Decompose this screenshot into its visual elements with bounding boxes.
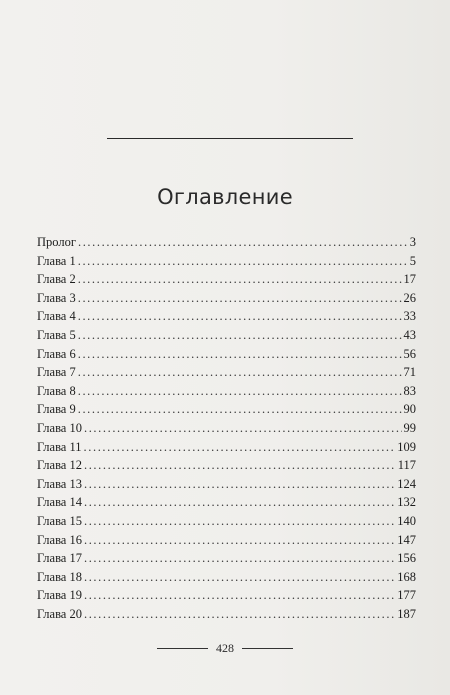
footer-rule-left xyxy=(157,648,208,649)
toc-entry-title: Глава 16 xyxy=(37,532,82,547)
toc-entry-page: 33 xyxy=(403,309,416,324)
dot-leader xyxy=(78,345,402,364)
toc-entry xyxy=(37,568,416,587)
toc-entry-title: Глава 9 xyxy=(37,402,76,417)
dot-leader xyxy=(84,512,395,531)
dot-leader xyxy=(84,475,395,494)
dot-leader xyxy=(84,531,395,550)
toc-entry-title: Глава 20 xyxy=(37,606,82,621)
toc-entry-page: 109 xyxy=(397,439,416,454)
dot-leader xyxy=(84,549,395,568)
toc-entry-page: 3 xyxy=(409,235,416,249)
dot-leader xyxy=(84,419,402,438)
page-number: 428 xyxy=(216,641,234,655)
toc-entry xyxy=(37,289,416,308)
toc-entry-page: 156 xyxy=(397,551,416,566)
page-footer xyxy=(0,641,450,656)
table-of-contents xyxy=(37,233,416,623)
dot-leader xyxy=(78,270,402,289)
top-divider xyxy=(107,138,353,139)
toc-entry xyxy=(37,419,416,438)
page-title: Оглавление xyxy=(157,185,293,209)
toc-entry-title: Глава 7 xyxy=(37,365,76,380)
toc-entry xyxy=(37,493,416,512)
toc-entry-page: 83 xyxy=(403,383,416,398)
dot-leader xyxy=(84,493,395,512)
toc-entry-title: Глава 10 xyxy=(37,420,82,435)
toc-entry xyxy=(37,252,416,271)
dot-leader xyxy=(78,252,408,271)
dot-leader xyxy=(78,326,402,345)
toc-entry xyxy=(37,307,416,326)
toc-entry xyxy=(37,326,416,345)
toc-entry xyxy=(37,475,416,494)
toc-entry-page: 26 xyxy=(403,290,416,305)
dot-leader xyxy=(78,289,402,308)
toc-entry xyxy=(37,438,416,457)
dot-leader xyxy=(84,438,396,457)
toc-entry-page: 140 xyxy=(397,513,416,528)
dot-leader xyxy=(78,233,408,252)
toc-entry-title: Глава 17 xyxy=(37,551,82,566)
toc-entry xyxy=(37,233,416,252)
dot-leader xyxy=(84,605,395,624)
toc-entry-page: 71 xyxy=(403,365,416,380)
toc-entry xyxy=(37,345,416,364)
toc-entry xyxy=(37,382,416,401)
dot-leader xyxy=(84,586,395,605)
toc-entry-page: 124 xyxy=(397,476,416,491)
toc-entry-title: Глава 2 xyxy=(37,272,76,287)
dot-leader xyxy=(84,568,395,587)
toc-entry-title: Глава 15 xyxy=(37,513,82,528)
toc-entry xyxy=(37,586,416,605)
dot-leader xyxy=(78,363,402,382)
toc-entry-page: 177 xyxy=(397,588,416,603)
dot-leader xyxy=(78,382,402,401)
toc-entry-title: Глава 4 xyxy=(37,309,76,324)
toc-entry-page: 168 xyxy=(397,569,416,584)
toc-entry-title: Глава 6 xyxy=(37,346,76,361)
toc-entry-page: 5 xyxy=(409,253,416,268)
toc-entry xyxy=(37,512,416,531)
toc-entry-page: 43 xyxy=(403,327,416,342)
toc-entry xyxy=(37,605,416,624)
footer-rule-right xyxy=(242,648,293,649)
toc-entry-title: Глава 13 xyxy=(37,476,82,491)
toc-entry-page: 132 xyxy=(397,495,416,510)
dot-leader xyxy=(78,307,402,326)
toc-entry xyxy=(37,270,416,289)
toc-entry-page: 90 xyxy=(403,402,416,417)
toc-entry-page: 17 xyxy=(403,272,416,287)
toc-entry xyxy=(37,531,416,550)
toc-entry-title: Глава 3 xyxy=(37,290,76,305)
toc-entry-title: Глава 5 xyxy=(37,327,76,342)
toc-entry-title: Глава 8 xyxy=(37,383,76,398)
toc-entry-title: Глава 14 xyxy=(37,495,82,510)
toc-entry xyxy=(37,456,416,475)
toc-entry xyxy=(37,363,416,382)
toc-entry xyxy=(37,400,416,419)
toc-entry-title: Глава 19 xyxy=(37,588,82,603)
dot-leader xyxy=(78,400,402,419)
dot-leader xyxy=(84,456,396,475)
toc-entry-title: Глава 11 xyxy=(37,439,82,454)
toc-entry-title: Глава 12 xyxy=(37,458,82,473)
toc-entry-page: 187 xyxy=(397,606,416,621)
toc-entry-page: 147 xyxy=(397,532,416,547)
toc-entry-title: Пролог xyxy=(37,235,76,249)
toc-entry-title: Глава 1 xyxy=(37,253,76,268)
toc-entry-page: 99 xyxy=(403,420,416,435)
toc-entry-title: Глава 18 xyxy=(37,569,82,584)
toc-entry-page: 56 xyxy=(403,346,416,361)
toc-entry-page: 117 xyxy=(397,458,416,473)
toc-entry xyxy=(37,549,416,568)
